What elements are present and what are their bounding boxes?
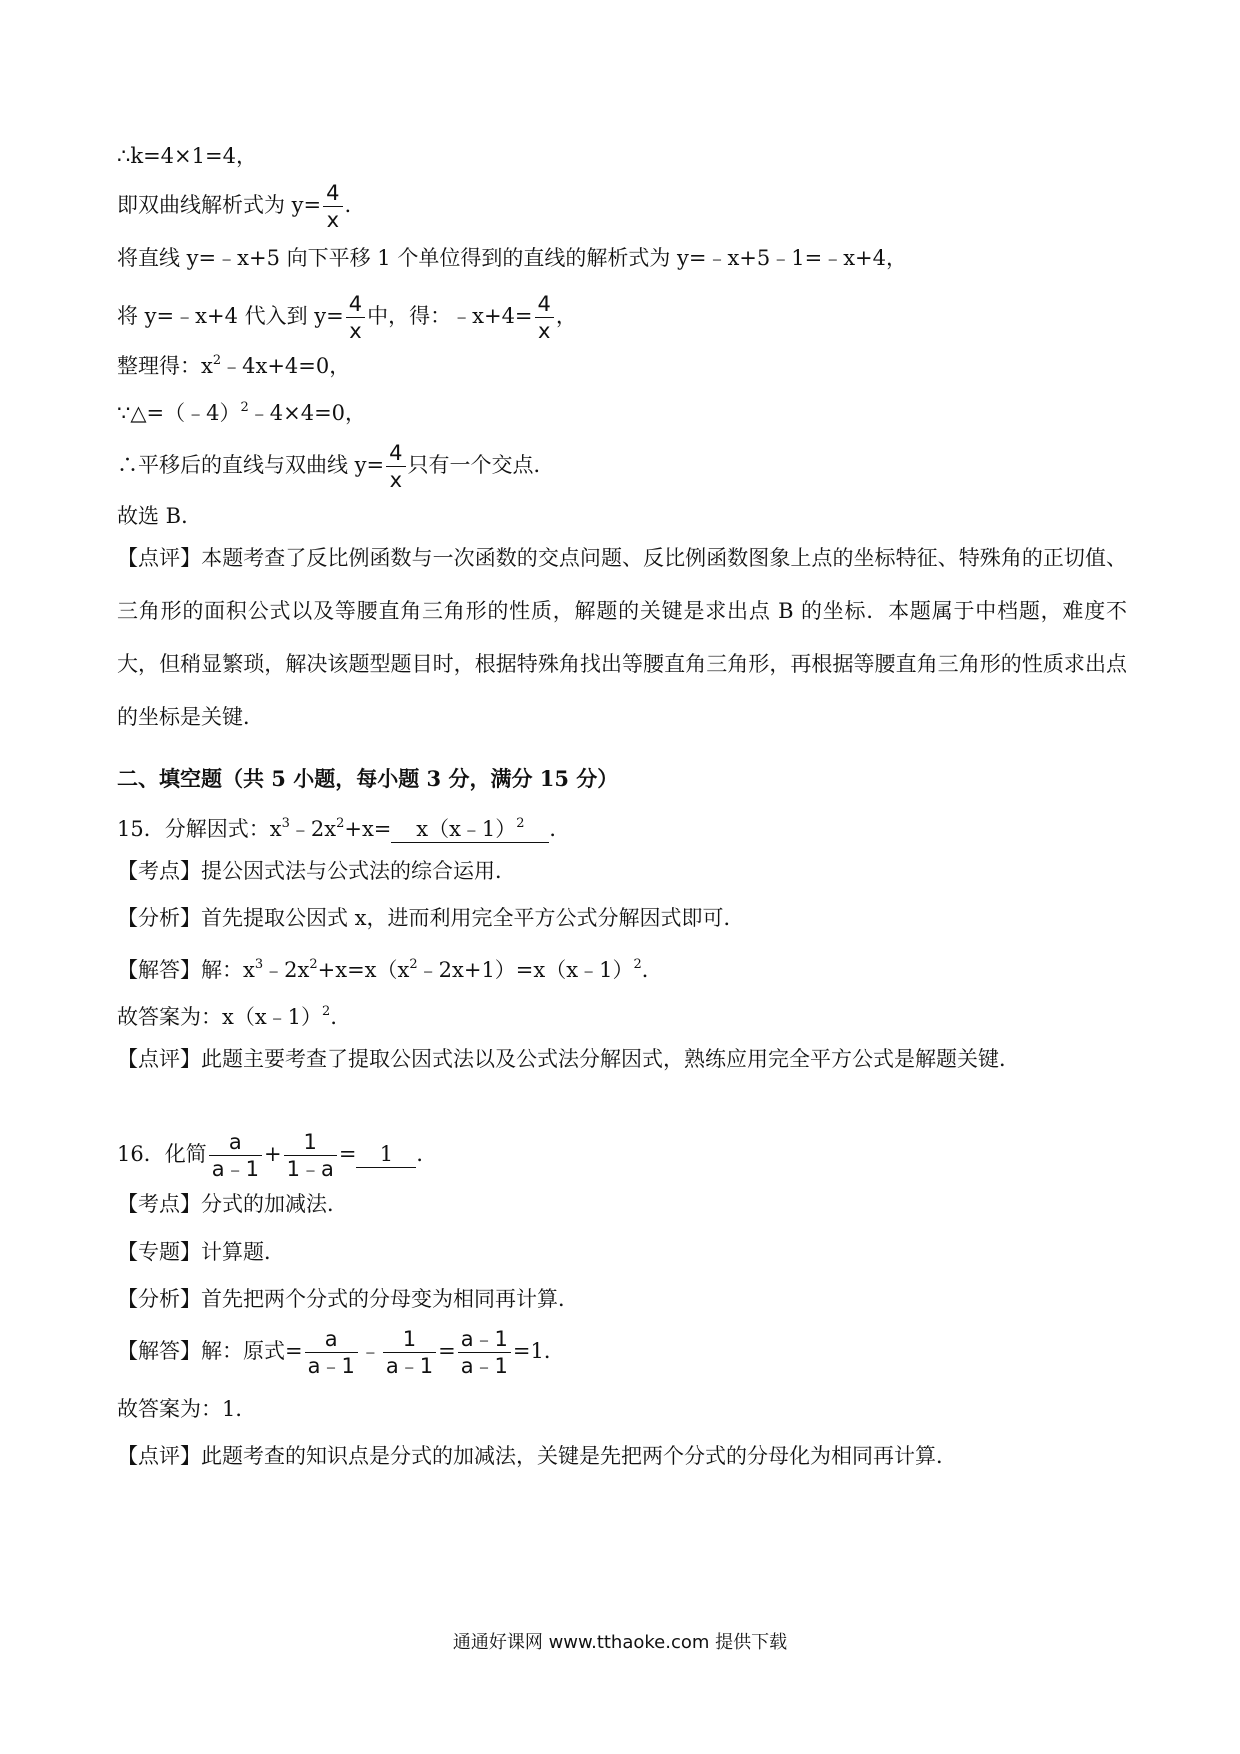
text: 即双曲线解析式为 y= xyxy=(117,193,322,217)
line-choice: 故选 B． xyxy=(117,504,203,528)
comment-paragraph-14: 【点评】本题考查了反比例函数与一次函数的交点问题、反比例函数图象上点的坐标特征、特殊角的正切值、三角形的面积公式以及等腰直角三角形的性质，解题的关键是求出点 B 的坐标．本题属于中档题，难度不大，但稍显繁琐，解决该题型题目时，根据特殊角找出等腰直角三角形，再根据等腰直角三角形的性质求出点的坐标是关键． xyxy=(117,546,1127,729)
q15-jieda: 【解答】解：$x^3﹣2x^2+x=x(x^2﹣2x+1)=x(x﹣1)^2$． xyxy=(117,957,663,982)
line-substitution: 将 y=﹣x+4 代入到 y= $\frac{4}{x}$ 中，得：﹣x+4= $\frac{4}{x}$ ， xyxy=(117,292,577,343)
answer-blank: x（x﹣1）$^2$ xyxy=(391,811,549,843)
fraction-4-over-x: $\frac{4}{x}$ xyxy=(346,291,365,344)
q16-answer: 故答案为：1． xyxy=(117,1397,257,1421)
section-heading: 二、填空题（共 5 小题，每小题 3 分，满分 15 分） xyxy=(117,766,619,791)
fraction-a-over-a-minus-1: $\frac{a}{a﹣1}$ xyxy=(209,1129,262,1182)
q16-fenxi: 【分析】首先把两个分式的分母变为相同再计算． xyxy=(117,1287,579,1311)
fraction: $\frac{a﹣1}{a﹣1}$ xyxy=(458,1326,511,1379)
answer-blank: 1 xyxy=(356,1141,416,1168)
fraction-1-over-1-minus-a: $\frac{1}{1﹣a}$ xyxy=(284,1129,337,1182)
q16-zhuanti: 【专题】计算题． xyxy=(117,1240,285,1264)
fraction: $\frac{1}{a﹣1}$ xyxy=(383,1326,436,1379)
question-16-stem: 16．化简 $\frac{a}{a﹣1}$ + $\frac{1}{1﹣a}$ = 1 ． xyxy=(117,1130,438,1181)
q15-fenxi: 【分析】首先提取公因式 x，进而利用完全平方公式分解因式即可． xyxy=(117,906,745,930)
q16-kaodian: 【考点】分式的加减法． xyxy=(117,1192,348,1216)
line-hyperbola-expression: 即双曲线解析式为 y= $\frac{4}{x}$ . xyxy=(117,181,352,232)
line-quadratic: 整理得：$x^2﹣4x+4=0$， xyxy=(117,353,351,378)
page-footer: 通通好课网 www.tthaoke.com 提供下载 xyxy=(452,1632,788,1653)
q15-kaodian: 【考点】提公因式法与公式法的综合运用． xyxy=(117,859,516,883)
fraction-4-over-x: $\frac{4}{x}$ xyxy=(386,440,405,493)
fraction: $\frac{a}{a﹣1}$ xyxy=(305,1326,358,1379)
line-conclusion: ∴平移后的直线与双曲线 y= $\frac{4}{x}$ 只有一个交点． xyxy=(117,441,555,492)
line-k-value: ∴k=4×1=4， xyxy=(117,144,257,168)
line-discriminant: ∵△=（﹣4）$^2$﹣4×4=0， xyxy=(117,400,367,425)
q15-answer: 故答案为：x（x﹣1）$^2$． xyxy=(117,1004,352,1029)
q15-comment: 【点评】此题主要考查了提取公因式法以及公式法分解因式，熟练应用完全平方公式是解题关键． xyxy=(117,1047,1020,1071)
q16-jieda: 【解答】解：原式= $\frac{a}{a﹣1}$ ﹣ $\frac{1}{a﹣1}$ = $\frac{a﹣1}{a﹣1}$ =1． xyxy=(117,1327,565,1378)
fraction-4-over-x: $\frac{4}{x}$ xyxy=(323,180,342,233)
question-15-stem: 15．分解因式：$x^3﹣2x^2+x=$ x（x﹣1）$^2$ ． xyxy=(117,809,570,844)
fraction-4-over-x: $\frac{4}{x}$ xyxy=(535,291,554,344)
q16-comment: 【点评】此题考查的知识点是分式的加减法，关键是先把两个分式的分母化为相同再计算． xyxy=(117,1444,957,1468)
line-translated-line: 将直线 y=﹣x+5 向下平移 1 个单位得到的直线的解析式为 y=﹣x+5﹣1=﹣x+4， xyxy=(117,246,908,270)
